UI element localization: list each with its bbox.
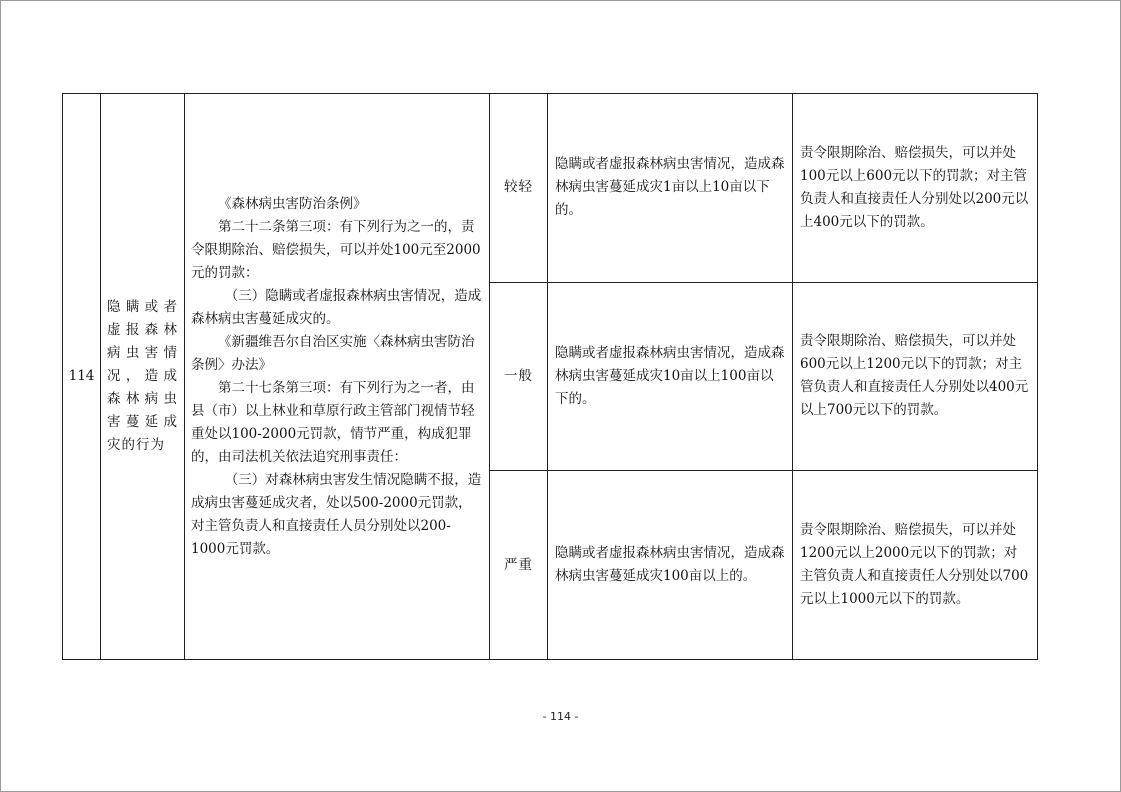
penalty-minor: 责令限期除治、赔偿损失，可以并处100元以上600元以下的罚款；对主管负责人和直接责任人分别处以200元以上400元以下的罚款。	[793, 94, 1038, 283]
basis-law-title-2: 《新疆维吾尔自治区实施〈森林病虫害防治条例〉办法》	[191, 333, 475, 373]
condition-serious: 隐瞒或者虚报森林病虫害情况，造成森林病虫害蔓延成灾100亩以上的。	[548, 471, 793, 660]
level-general: 一般	[490, 282, 548, 471]
table-row	[63, 94, 1038, 283]
basis-article-2: 第二十七条第三项：有下列行为之一者，由县（市）以上林业和草原行政主管部门视情节轻重处以100-2000元罚款，情节严重，构成犯罪的，由司法机关依法追究刑事责任：	[191, 379, 475, 465]
basis-clause-1: （三）隐瞒或者虚报森林病虫害情况，造成森林病虫害蔓延成灾的。	[191, 287, 482, 327]
penalty-general: 责令限期除治、赔偿损失，可以并处600元以上1200元以下的罚款；对主管负责人和直接责任人分别处以400元以上700元以下的罚款。	[793, 282, 1038, 471]
item-number: 114	[63, 94, 101, 660]
level-serious: 严重	[490, 471, 548, 660]
basis-law-title-1: 《森林病虫害防治条例》	[218, 195, 367, 212]
condition-minor: 隐瞒或者虚报森林病虫害情况，造成森林病虫害蔓延成灾1亩以上10亩以下的。	[548, 94, 793, 283]
basis-article-1: 第二十二条第三项：有下列行为之一的，责令限期除治、赔偿损失，可以并处100元至2000元的罚款：	[191, 218, 481, 281]
legal-basis	[185, 94, 490, 660]
basis-clause-2: （三）对森林病虫害发生情况隐瞒不报，造成病虫害蔓延成灾者，处以500-2000元罚款，对主管负责人和直接责任人员分别处以200-1000元罚款。	[191, 471, 482, 557]
violation-item: 隐瞒或者虚报森林病虫害情况，造成森林病虫害蔓延成灾的行为	[101, 94, 185, 660]
condition-general: 隐瞒或者虚报森林病虫害情况，造成森林病虫害蔓延成灾10亩以上100亩以下的。	[548, 282, 793, 471]
penalty-serious: 责令限期除治、赔偿损失，可以并处1200元以上2000元以下的罚款；对主管负责人和直接责任人分别处以700元以上1000元以下的罚款。	[793, 471, 1038, 660]
page-number: - 114 -	[542, 710, 579, 723]
penalty-table	[62, 93, 1038, 660]
level-minor: 较轻	[490, 94, 548, 283]
